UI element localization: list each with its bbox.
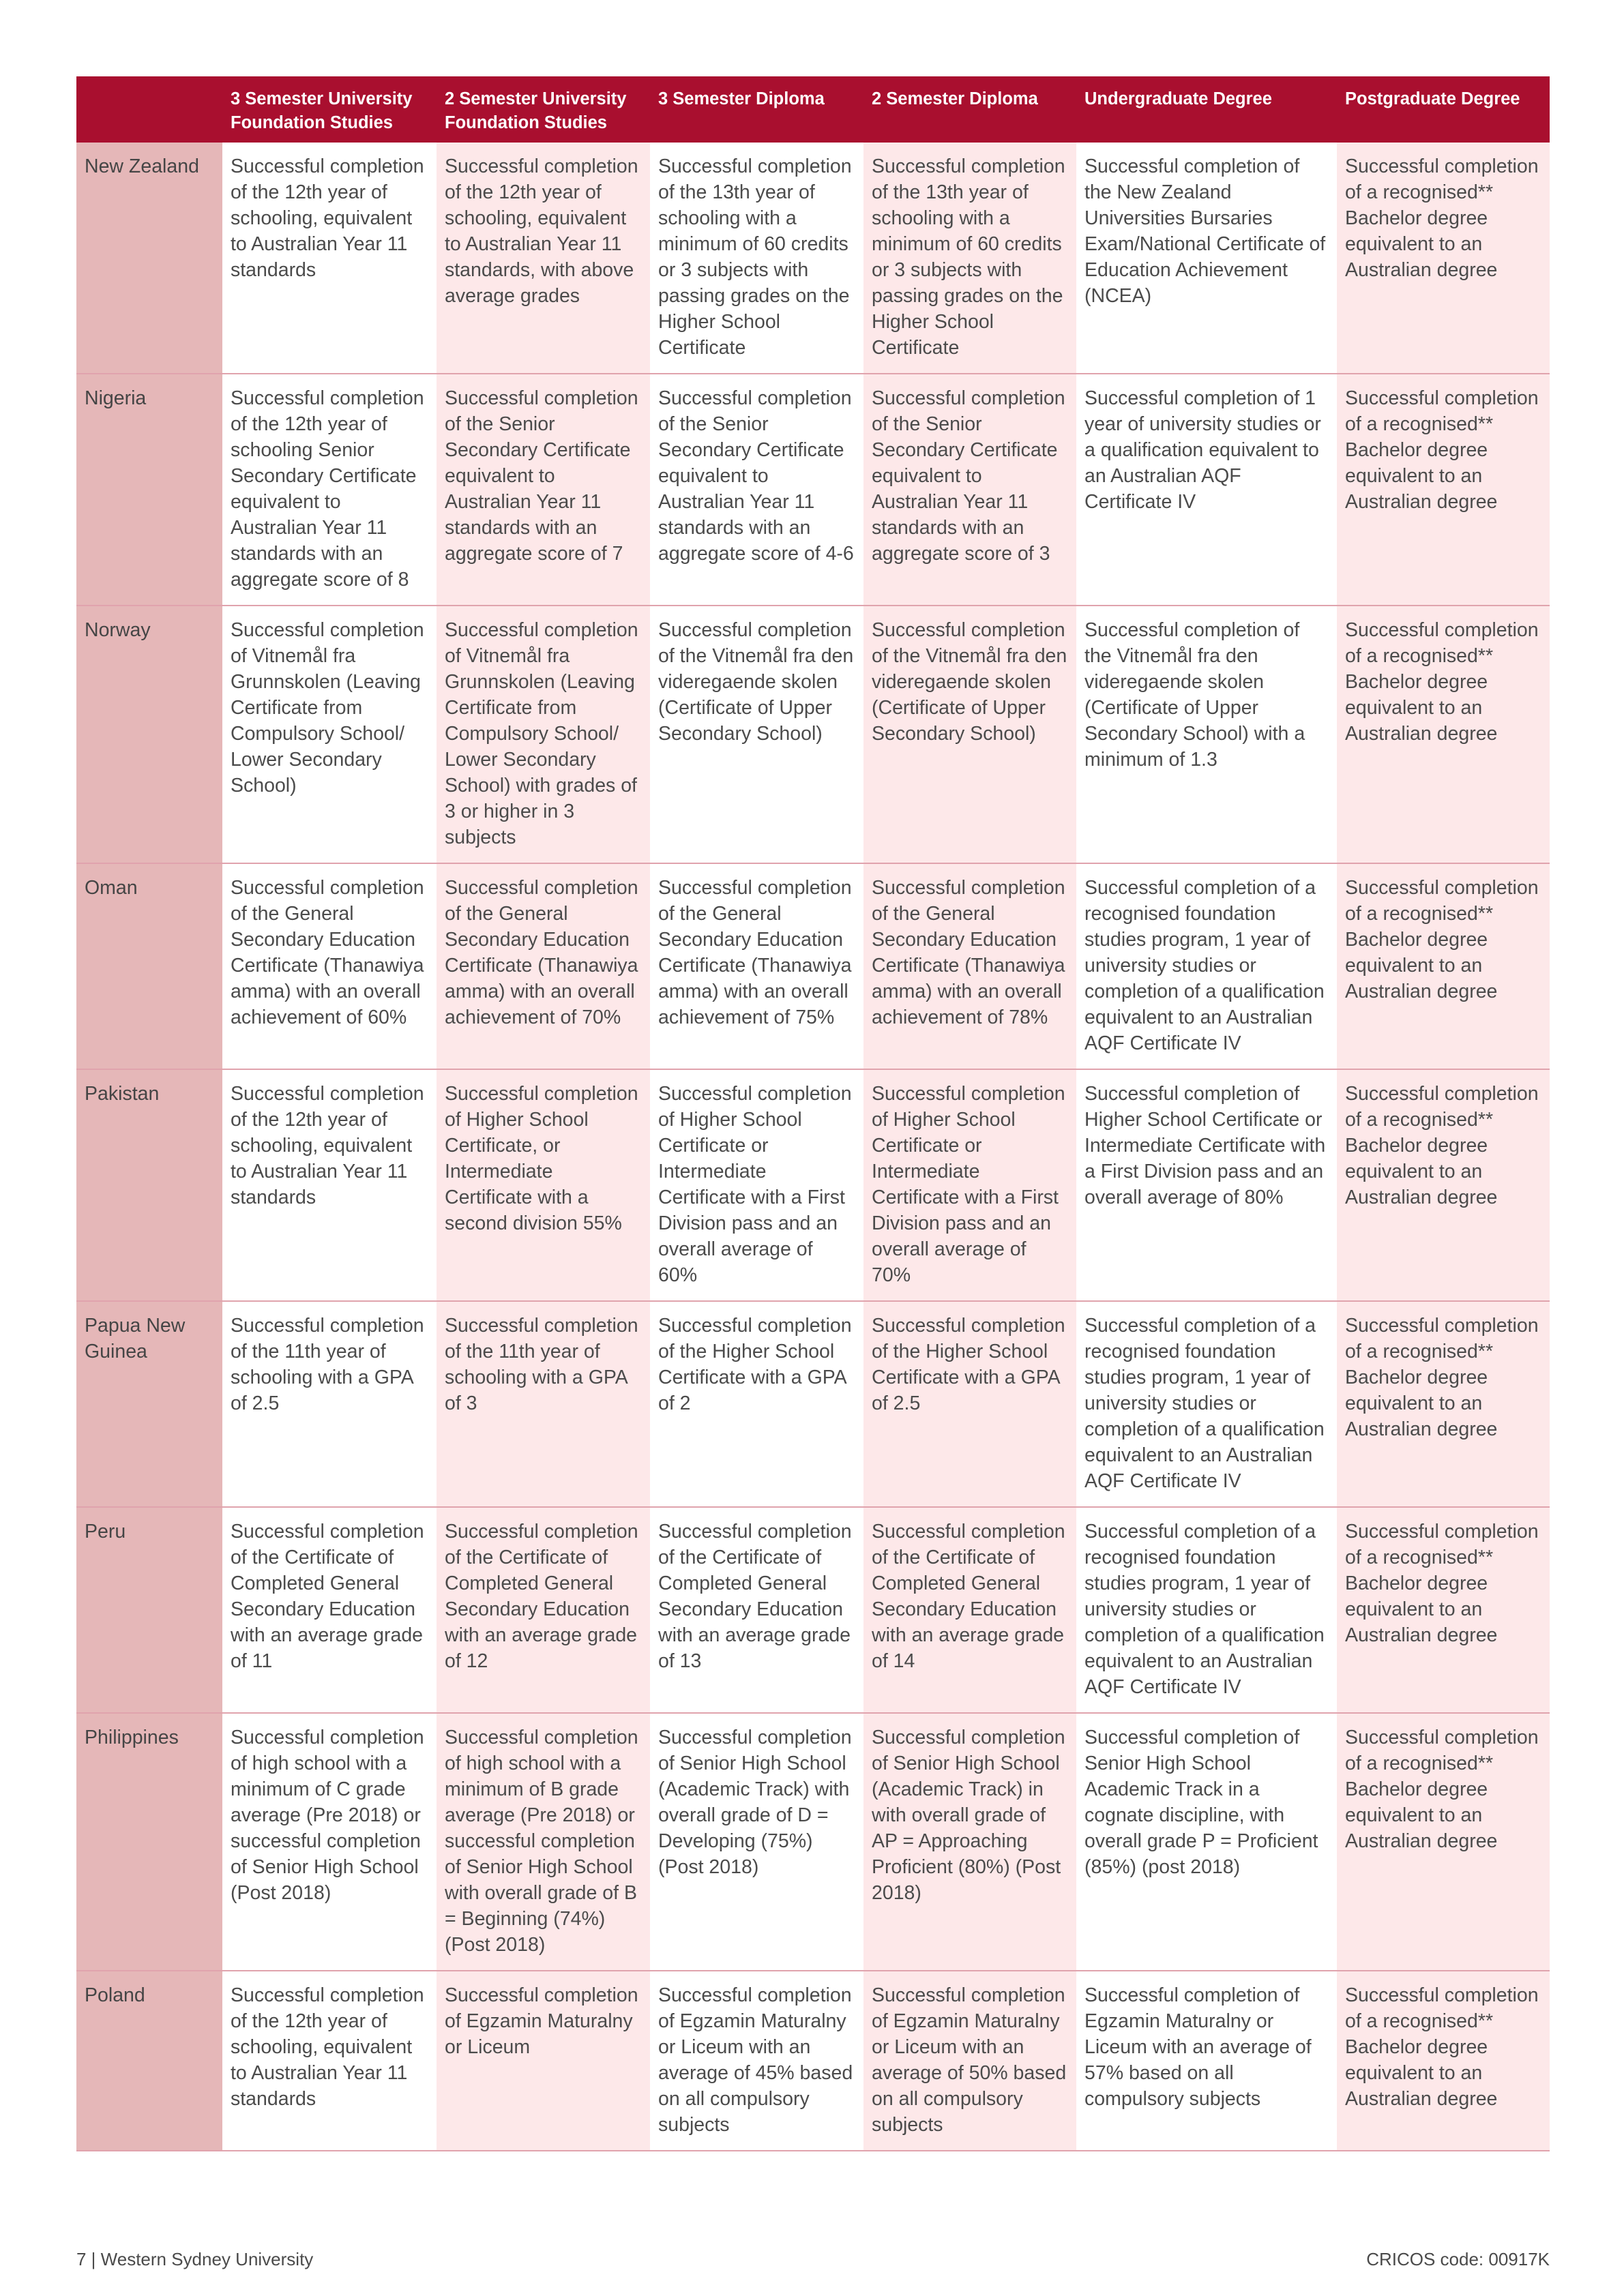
header-postgraduate-degree: Postgraduate Degree <box>1337 76 1550 143</box>
table-cell: Successful completion of Egzamin Maturalny or Liceum with an average of 57% based on all compulsory subjects <box>1076 1971 1337 2151</box>
table-cell: Successful completion of the New Zealand Universities Bursaries Exam/National Certificate of Education Achievement (NCEA) <box>1076 143 1337 374</box>
table-cell: Successful completion of Vitnemål fra Grunnskolen (Leaving Certificate from Compulsory School/ Lower Secondary School) with grades of 3 or higher in 3 subjects <box>437 606 650 864</box>
table-cell: Successful completion of the Certificate of Completed General Secondary Education with an average grade of 12 <box>437 1508 650 1714</box>
table-cell: Successful completion of the Senior Secondary Certificate equivalent to Australian Year 11 standards with an aggregate score of 7 <box>437 374 650 606</box>
country-cell: New Zealand <box>76 143 222 374</box>
table-cell: Successful completion of a recognised foundation studies program, 1 year of university studies or completion of a qualification equivalent to an Australian AQF Certificate IV <box>1076 864 1337 1070</box>
table-cell: Successful completion of the General Secondary Education Certificate (Thanawiya amma) with an overall achievement of 75% <box>650 864 863 1070</box>
table-cell: Successful completion of the General Secondary Education Certificate (Thanawiya amma) with an overall achievement of 60% <box>222 864 437 1070</box>
table-cell: Successful completion of a recognised** Bachelor degree equivalent to an Australian degree <box>1337 143 1550 374</box>
table-cell: Successful completion of the Certificate of Completed General Secondary Education with an average grade of 14 <box>863 1508 1076 1714</box>
table-cell: Successful completion of the Higher School Certificate with a GPA of 2.5 <box>863 1302 1076 1508</box>
table-cell: Successful completion of a recognised** Bachelor degree equivalent to an Australian degree <box>1337 1971 1550 2151</box>
table-cell: Successful completion of a recognised** Bachelor degree equivalent to an Australian degree <box>1337 1302 1550 1508</box>
table-cell: Successful completion of a recognised foundation studies program, 1 year of university studies or completion of a qualification equivalent to an Australian AQF Certificate IV <box>1076 1508 1337 1714</box>
table-cell: Successful completion of Higher School Certificate or Intermediate Certificate with a First Division pass and an overall average of 80% <box>1076 1070 1337 1302</box>
table-cell: Successful completion of the 12th year of schooling, equivalent to Australian Year 11 standards <box>222 143 437 374</box>
table-cell: Successful completion of the 13th year of schooling with a minimum of 60 credits or 3 subjects with passing grades on the Higher School Certificate <box>650 143 863 374</box>
table-cell: Successful completion of the Certificate of Completed General Secondary Education with an average grade of 13 <box>650 1508 863 1714</box>
table-cell: Successful completion of Higher School Certificate, or Intermediate Certificate with a second division 55% <box>437 1070 650 1302</box>
country-cell: Peru <box>76 1508 222 1714</box>
table-cell: Successful completion of the Certificate of Completed General Secondary Education with an average grade of 11 <box>222 1508 437 1714</box>
table-cell: Successful completion of high school with a minimum of C grade average (Pre 2018) or successful completion of Senior High School (Post 2018) <box>222 1714 437 1971</box>
table-cell: Successful completion of Higher School Certificate or Intermediate Certificate with a First Division pass and an overall average of 70% <box>863 1070 1076 1302</box>
header-2-semester-foundation: 2 Semester University Foundation Studies <box>437 76 650 143</box>
table-cell: Successful completion of a recognised** Bachelor degree equivalent to an Australian degree <box>1337 374 1550 606</box>
footer-page-info: 7 | Western Sydney University <box>76 2249 314 2269</box>
table-cell: Successful completion of the Vitnemål fra den videregaende skolen (Certificate of Upper Secondary School) <box>863 606 1076 864</box>
table-cell: Successful completion of the Higher School Certificate with a GPA of 2 <box>650 1302 863 1508</box>
footer-cricos-code: CRICOS code: 00917K <box>1366 2249 1550 2269</box>
table-cell: Successful completion of Egzamin Maturalny or Liceum <box>437 1971 650 2151</box>
table-cell: Successful completion of the Vitnemål fra den videregaende skolen (Certificate of Upper Secondary School) with a minimum of 1.3 <box>1076 606 1337 864</box>
table-cell: Successful completion of the Senior Secondary Certificate equivalent to Australian Year 11 standards with an aggregate score of 3 <box>863 374 1076 606</box>
table-cell: Successful completion of the General Secondary Education Certificate (Thanawiya amma) with an overall achievement of 78% <box>863 864 1076 1070</box>
table-cell: Successful completion of a recognised** Bachelor degree equivalent to an Australian degree <box>1337 864 1550 1070</box>
table-cell: Successful completion of Senior High School (Academic Track) in with overall grade of AP = Approaching Proficient (80%) (Post 2018) <box>863 1714 1076 1971</box>
table-cell: Successful completion of a recognised** Bachelor degree equivalent to an Australian degree <box>1337 1508 1550 1714</box>
table-cell: Successful completion of the 12th year of schooling, equivalent to Australian Year 11 standards <box>222 1971 437 2151</box>
country-cell: Papua New Guinea <box>76 1302 222 1508</box>
table-cell: Successful completion of the 12th year of schooling Senior Secondary Certificate equivalent to Australian Year 11 standards with an aggregate score of 8 <box>222 374 437 606</box>
header-undergraduate-degree: Undergraduate Degree <box>1076 76 1337 143</box>
table-cell: Successful completion of the Vitnemål fra den videregaende skolen (Certificate of Upper Secondary School) <box>650 606 863 864</box>
header-corner <box>76 76 222 143</box>
table-cell: Successful completion of the 11th year of schooling with a GPA of 3 <box>437 1302 650 1508</box>
table-cell: Successful completion of the 12th year of schooling, equivalent to Australian Year 11 standards <box>222 1070 437 1302</box>
table-cell: Successful completion of 1 year of university studies or a qualification equivalent to an Australian AQF Certificate IV <box>1076 374 1337 606</box>
table-cell: Successful completion of Higher School Certificate or Intermediate Certificate with a First Division pass and an overall average of 60% <box>650 1070 863 1302</box>
entry-requirements-table <box>76 76 1550 2151</box>
table-cell: Successful completion of a recognised foundation studies program, 1 year of university studies or completion of a qualification equivalent to an Australian AQF Certificate IV <box>1076 1302 1337 1508</box>
table-cell: Successful completion of Egzamin Maturalny or Liceum with an average of 50% based on all compulsory subjects <box>863 1971 1076 2151</box>
table-cell: Successful completion of the 12th year of schooling, equivalent to Australian Year 11 standards, with above average grades <box>437 143 650 374</box>
header-2-semester-diploma: 2 Semester Diploma <box>863 76 1076 143</box>
table-cell: Successful completion of high school with a minimum of B grade average (Pre 2018) or successful completion of Senior High School with overall grade of B = Beginning (74%) (Post 2018) <box>437 1714 650 1971</box>
table-cell: Successful completion of Senior High School (Academic Track) with overall grade of D = Developing (75%) (Post 2018) <box>650 1714 863 1971</box>
country-cell: Nigeria <box>76 374 222 606</box>
table-cell: Successful completion of Senior High School Academic Track in a cognate discipline, with overall grade P = Proficient (85%) (post 2018) <box>1076 1714 1337 1971</box>
table-cell: Successful completion of Vitnemål fra Grunnskolen (Leaving Certificate from Compulsory School/ Lower Secondary School) <box>222 606 437 864</box>
header-3-semester-diploma: 3 Semester Diploma <box>650 76 863 143</box>
table-cell: Successful completion of Egzamin Maturalny or Liceum with an average of 45% based on all compulsory subjects <box>650 1971 863 2151</box>
table-cell: Successful completion of the General Secondary Education Certificate (Thanawiya amma) with an overall achievement of 70% <box>437 864 650 1070</box>
header-3-semester-foundation: 3 Semester University Foundation Studies <box>222 76 437 143</box>
table-cell: Successful completion of a recognised** Bachelor degree equivalent to an Australian degree <box>1337 1070 1550 1302</box>
table-cell: Successful completion of a recognised** Bachelor degree equivalent to an Australian degree <box>1337 606 1550 864</box>
table-cell: Successful completion of a recognised** Bachelor degree equivalent to an Australian degree <box>1337 1714 1550 1971</box>
table-cell: Successful completion of the 11th year of schooling with a GPA of 2.5 <box>222 1302 437 1508</box>
country-cell: Norway <box>76 606 222 864</box>
table-cell: Successful completion of the 13th year of schooling with a minimum of 60 credits or 3 subjects with passing grades on the Higher School Certificate <box>863 143 1076 374</box>
country-cell: Pakistan <box>76 1070 222 1302</box>
country-cell: Oman <box>76 864 222 1070</box>
country-cell: Philippines <box>76 1714 222 1971</box>
country-cell: Poland <box>76 1971 222 2151</box>
table-cell: Successful completion of the Senior Secondary Certificate equivalent to Australian Year 11 standards with an aggregate score of 4-6 <box>650 374 863 606</box>
